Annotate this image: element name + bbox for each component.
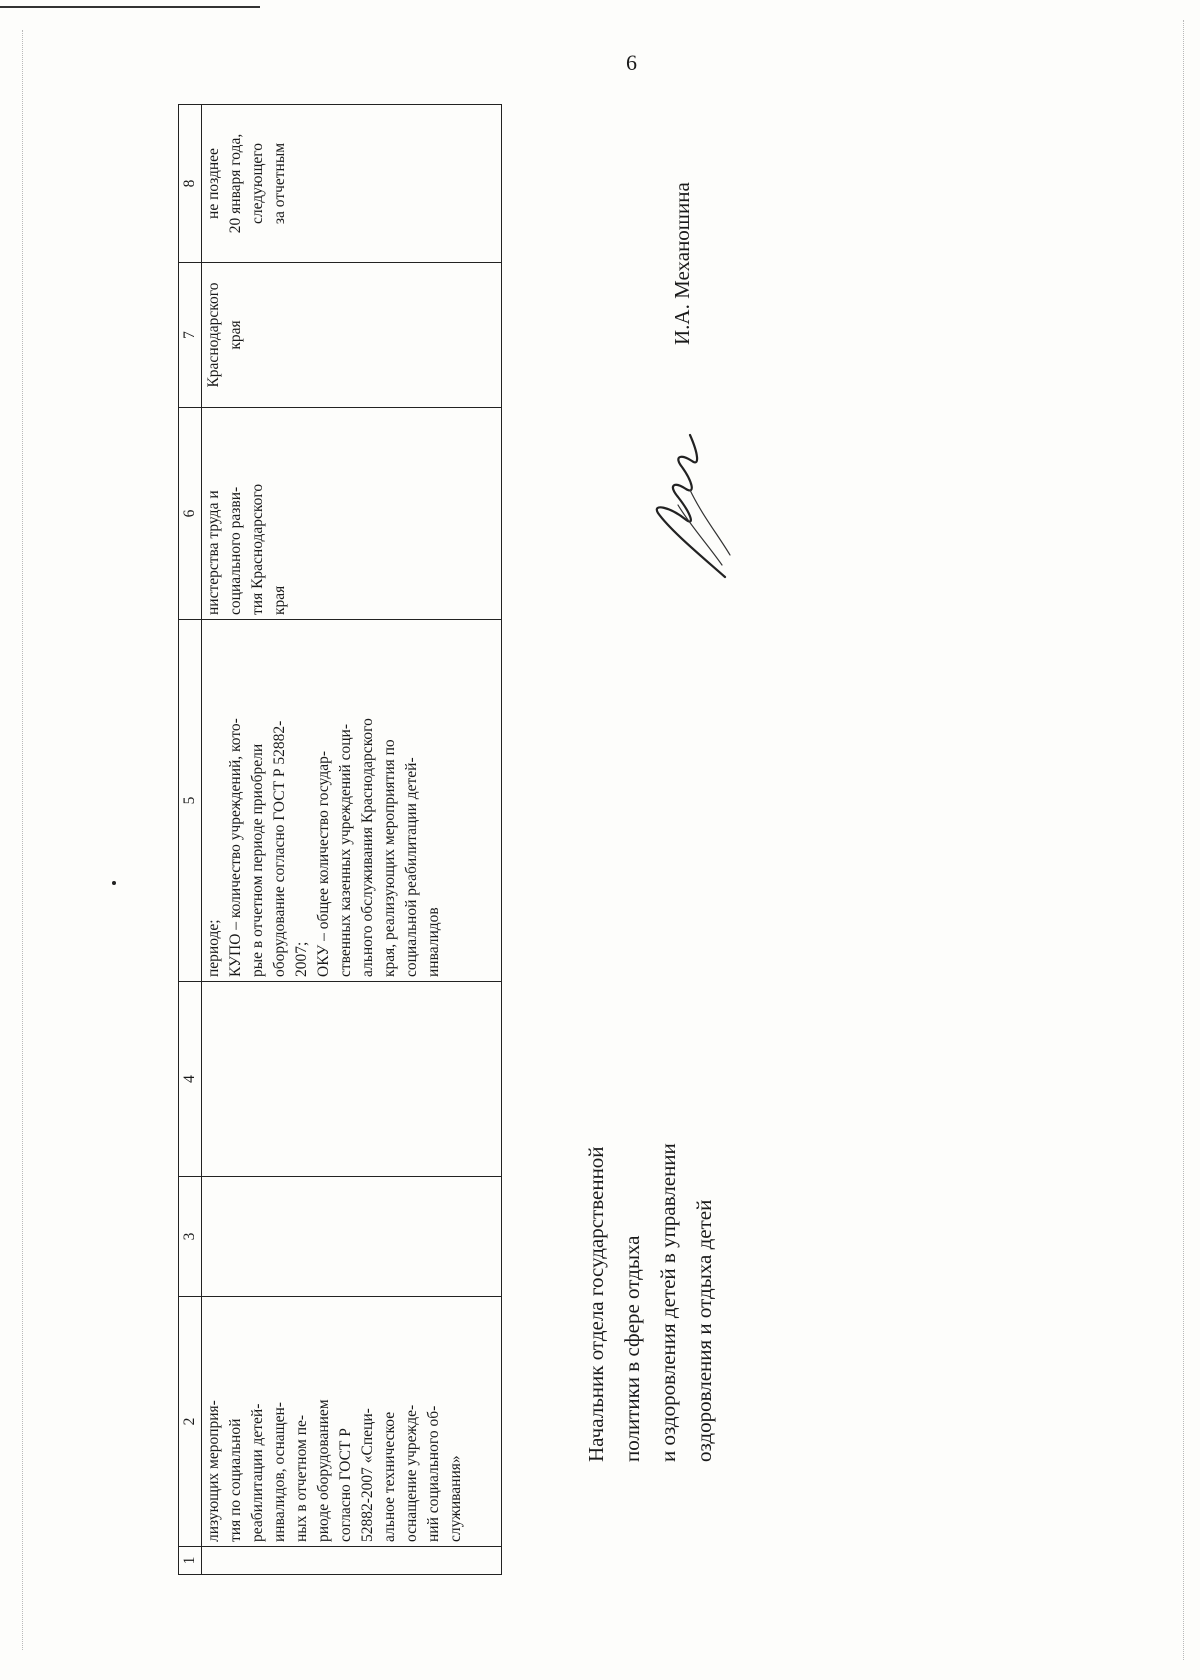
cell-source: нистерства труда и социального разви- тия Краснодарского края bbox=[202, 408, 502, 620]
table-header-row bbox=[179, 105, 202, 1575]
report-table bbox=[178, 104, 502, 1575]
col-header-4: 4 bbox=[179, 982, 202, 1177]
col-header-6: 6 bbox=[179, 408, 202, 620]
footer-line: оздоровления и отдыха детей bbox=[692, 1199, 716, 1462]
table-row bbox=[202, 105, 502, 1575]
col-header-3: 3 bbox=[179, 1177, 202, 1297]
col-header-5: 5 bbox=[179, 620, 202, 982]
col-header-1: 1 bbox=[179, 1547, 202, 1575]
page-number: 6 bbox=[626, 50, 637, 75]
signature-block-title bbox=[578, 1143, 722, 1462]
cell-4 bbox=[202, 982, 502, 1177]
col-header-7: 7 bbox=[179, 263, 202, 408]
cell-formula-notes: периоде; КУПО – количество учреждений, кото- рые в отчетном периоде приобрели оборудование согласно ГОСТ Р 52882- 2007; ОКУ – общее количество государ- ственных казенных учреждений соци- ального обслуживания Краснодарского края, реализующих мероприятия по социальной реабилитации детей- инвалидов bbox=[202, 620, 502, 982]
cell-3 bbox=[202, 1177, 502, 1297]
cell-indicator-name: лизующих мероприя- тия по социальной реабилитации детей- инвалидов, оснащен- ных в отчетном пе- риоде оборудованием согласно ГОСТ Р 52882-2007 «Специ- альное техническое оснащение учрежде- ний социального об- служивания» bbox=[202, 1297, 502, 1547]
footer-line: Начальник отдела государственной bbox=[584, 1146, 608, 1462]
scan-speck bbox=[112, 881, 116, 885]
cell-deadline: не позднее 20 января года, следующего за отчетным bbox=[202, 105, 502, 263]
cell-region: Краснодарского края bbox=[202, 263, 502, 408]
footer-line: политики в сфере отдыха bbox=[620, 1235, 644, 1462]
handwritten-signature bbox=[630, 425, 750, 585]
col-header-8: 8 bbox=[179, 105, 202, 263]
signer-name: И.А. Механошина bbox=[670, 182, 694, 345]
cell-1 bbox=[202, 1547, 502, 1575]
col-header-2: 2 bbox=[179, 1297, 202, 1547]
footer-line: и оздоровления детей в управлении bbox=[656, 1143, 680, 1462]
